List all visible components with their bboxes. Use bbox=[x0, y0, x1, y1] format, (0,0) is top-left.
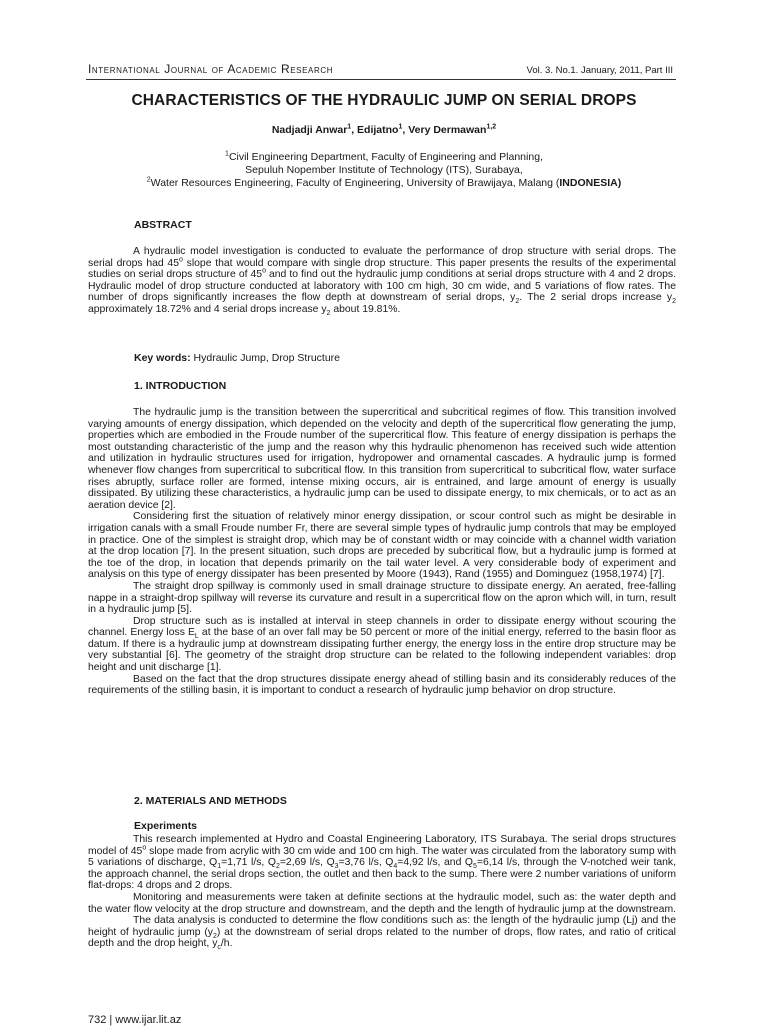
abstract-heading: ABSTRACT bbox=[134, 219, 192, 231]
abstract-body bbox=[88, 246, 676, 316]
intro-paragraph: Considering first the situation of relatively minor energy dissipation, or scour control such as might be desirable in irrigation canals with a small Froude number Fr, there are several simple types of hydraulic jump controls that may be employed in practice. One of the simplest is straight drop, which may be of constant width or may coincide with a channel width variation at the drop location [7]. In the present situation, such drops are preceded by subcritical flow, but a hydraulic jump is formed at the toe of the drop, in location that depends primarily on the tail water level. A very considerable body of experiment and analysis on this type of energy dissipater has been presented by Moore (1943), Rand (1955) and Dominguez (1958,1974) [7]. bbox=[88, 511, 676, 581]
subsection-heading-experiments: Experiments bbox=[134, 820, 198, 832]
abstract-paragraph: A hydraulic model investigation is conducted to evaluate the performance of drop structure with serial drops. The serial drops had 45$^o$ slope that would compare with single drop structure. This paper presents the results of the experimental studies on serial drops structure of 45$^o$ and to find out the hydraulic jump conditions at serial drops structure with 4 and 2 drops. Hydraulic model of drop structure conducted at laboratory with 100 cm high, 30 cm wide, and 5 variations of flow rates. The number of drops significantly increases the flow depth at downstream of serial drops, $y_2$. The 2 serial drops increase $y_2$ approximately 18.72% and 4 serial drops increase $y_2$ about 19.81%. bbox=[88, 246, 676, 318]
section-heading-introduction: 1. INTRODUCTION bbox=[134, 380, 227, 392]
section-heading-methods: 2. MATERIALS AND METHODS bbox=[134, 795, 287, 807]
keywords-text: Hydraulic Jump, Drop Structure bbox=[193, 352, 340, 364]
intro-paragraph: Drop structure such as is installed at interval in steep channels in order to dissipate energy without scouring the channel. Energy loss $E_L$ at the base of an over fall may be 50 percent or more of the initial energy, referred to the basin floor as datum. If there is a hydraulic jump at downstream dissipating further energy, the energy loss in the entire drop structure may be very substantial [6]. The geometry of the straight drop structure can be related to the following independent variables: drop height and unit discharge [1]. bbox=[88, 615, 676, 674]
methods-body bbox=[88, 834, 676, 950]
intro-paragraph: Based on the fact that the drop structures dissipate energy ahead of stilling basin and its considerably reduces of the requirements of the stilling basin, it is important to conduct a research of hydraulic jump behavior on drop structure. bbox=[88, 673, 676, 697]
affiliation-2: $^2$Water Resources Engineering, Faculty of Engineering, University of Brawijaya, Malang (INDONESIA) bbox=[146, 176, 622, 189]
author-sup: 1,2 bbox=[486, 123, 497, 131]
author-list: Nadjadji Anwar$^1$, Edijatno$^1$, Very Dermawan$^{1,2}$ bbox=[271, 123, 497, 136]
author-sup: 1 bbox=[347, 123, 352, 131]
keywords bbox=[134, 352, 340, 364]
paper-title: CHARACTERISTICS OF THE HYDRAULIC JUMP ON SERIAL DROPS bbox=[131, 92, 637, 109]
author-name: Edijatno bbox=[357, 124, 399, 136]
author-name: Nadjadji Anwar bbox=[271, 124, 348, 136]
author-sup: 1 bbox=[398, 123, 403, 131]
page-footer: 732 | www.ijar.lit.az bbox=[88, 1014, 182, 1026]
methods-paragraph: Monitoring and measurements were taken at definite sections at the hydraulic model, such as: the water depth and the water flow velocity at the drop structure and downstream, and the depth and the length of hydraulic jump at the downstream. bbox=[88, 891, 676, 915]
journal-name: International Journal of Academic Research bbox=[88, 62, 334, 76]
intro-paragraph: The hydraulic jump is the transition between the supercritical and subcritical regimes of flow. This transition involved varying amounts of energy dissipation, which depended on the velocity and depth of the supercritical flow generating the jump, properties which are embodied in the Froude number of the supercritical flow. This feature of energy dissipation is perhaps the most outstanding characteristic of the jump and the reason why this hydraulic phenomenon has received such wide attention and utilization in hydraulic structures used for irrigation, hydropower and ornamental cascades. A hydraulic jump is formed whenever flow changes from supercritical to subcritical flow. In this transition from supercritical to subcritical flow, water surface rises abruptly, surface roller are formed, intense mixing occurs, air is entrained, and large amount of energy is usually dissipated. By utilizing these characteristics, a hydraulic jump can be used to dissipate energy, to mix chemicals, or to act as an aeration device [2]. bbox=[88, 407, 676, 511]
introduction-body bbox=[88, 407, 676, 697]
methods-paragraph: The data analysis is conducted to determine the flow conditions such as: the length of the hydraulic jump (Lj) and the height of hydraulic jump $(y_2)$ at the downstream of serial drops related to the number of drops, flow rates, and ratio of critical depth and the drop height, $y_c/h$. bbox=[88, 915, 676, 952]
intro-paragraph: The straight drop spillway is commonly used in small drainage structure to dissipate energy. An aerated, free-falling nappe in a straight-drop spillway will reverse its curvature and result in a supercritical flow on the apron which will, in turn, result in a hydraulic jump [5]. bbox=[88, 580, 676, 616]
issue-info: Vol. 3. No.1. January, 2011, Part III bbox=[526, 65, 673, 76]
affiliations bbox=[60, 151, 708, 190]
affiliation-1-line2: Sepuluh Nopember Institute of Technology (ITS), Surabaya, bbox=[245, 164, 523, 176]
keywords-label: Key words: bbox=[134, 352, 191, 364]
header-rule bbox=[86, 79, 676, 80]
running-head bbox=[88, 58, 673, 76]
author-name: Very Dermawan bbox=[408, 124, 487, 136]
methods-paragraph: This research implemented at Hydro and Coastal Engineering Laboratory, ITS Surabaya. The serial drops structures model of 45$^o$ slope made from acrylic with 30 cm wide and 100 cm high. The water was circulated from the laboratory sump with 5 variations of discharge, $Q_1=1,71$ l/s, $Q_2=2,69$ l/s, $Q_3=3,76$ l/s, $Q_4=4,92$ l/s, and $Q_5=6,14$ l/s, through the V-notched weir tank, the approach channel, the serial drops section, the outlet and then back to the sump. There were 2 number variations of uniform flat-drops: 4 drops and 2 drops. bbox=[88, 834, 676, 892]
affiliation-1: $^1$Civil Engineering Department, Faculty of Engineering and Planning, bbox=[225, 150, 543, 163]
